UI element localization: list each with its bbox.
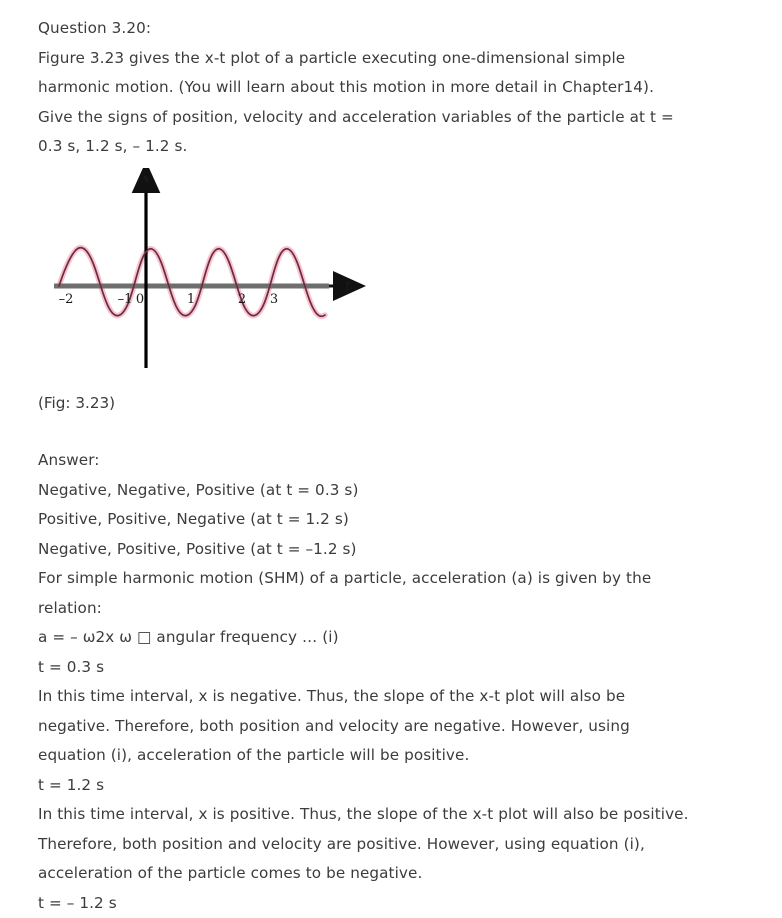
answer-heading: Answer: — [38, 446, 752, 476]
question-line-2: harmonic motion. (You will learn about this motion in more detail in Chapter14). — [38, 73, 752, 103]
answer-line-11: t = 1.2 s — [38, 771, 752, 801]
x-axis-label: t — [345, 279, 351, 294]
answer-block — [38, 446, 752, 918]
figure-caption: (Fig: 3.23) — [38, 389, 752, 419]
tick-label-zero: 0 — [136, 292, 144, 307]
answer-line-7: t = 0.3 s — [38, 653, 752, 683]
tick-label-two: 2 — [238, 292, 246, 307]
tick-label-minus2: –2 — [59, 292, 74, 307]
tick-label-minus1: –1 — [118, 292, 133, 307]
answer-line-4: For simple harmonic motion (SHM) of a particle, acceleration (a) is given by the — [38, 564, 752, 594]
answer-line-12: In this time interval, x is positive. Thus, the slope of the x-t plot will also be positive. — [38, 800, 752, 830]
answer-line-13: Therefore, both position and velocity are positive. However, using equation (i), — [38, 830, 752, 860]
answer-line-8: In this time interval, x is negative. Thus, the slope of the x-t plot will also be — [38, 682, 752, 712]
xt-plot-svg — [46, 168, 366, 380]
answer-line-10: equation (i), acceleration of the particle will be positive. — [38, 741, 752, 771]
figure-3-23 — [46, 168, 376, 383]
answer-line-9: negative. Therefore, both position and velocity are negative. However, using — [38, 712, 752, 742]
y-axis-label: x — [141, 171, 150, 185]
answer-line-6: a = – ω2x ω □ angular frequency … (i) — [38, 623, 752, 653]
answer-line-5: relation: — [38, 594, 752, 624]
answer-line-3: Negative, Positive, Positive (at t = –1.2 s) — [38, 535, 752, 565]
tick-label-three: 3 — [270, 292, 278, 307]
question-line-3: Give the signs of position, velocity and acceleration variables of the particle at t = — [38, 103, 752, 133]
answer-line-15: t = – 1.2 s — [38, 889, 752, 918]
answer-line-14: acceleration of the particle comes to be negative. — [38, 859, 752, 889]
question-block — [38, 14, 752, 162]
answer-line-2: Positive, Positive, Negative (at t = 1.2 s) — [38, 505, 752, 535]
question-line-4: 0.3 s, 1.2 s, – 1.2 s. — [38, 132, 752, 162]
answer-line-1: Negative, Negative, Positive (at t = 0.3 s) — [38, 476, 752, 506]
question-heading: Question 3.20: — [38, 14, 752, 44]
tick-label-one: 1 — [187, 292, 195, 307]
question-line-1: Figure 3.23 gives the x-t plot of a particle executing one-dimensional simple — [38, 44, 752, 74]
